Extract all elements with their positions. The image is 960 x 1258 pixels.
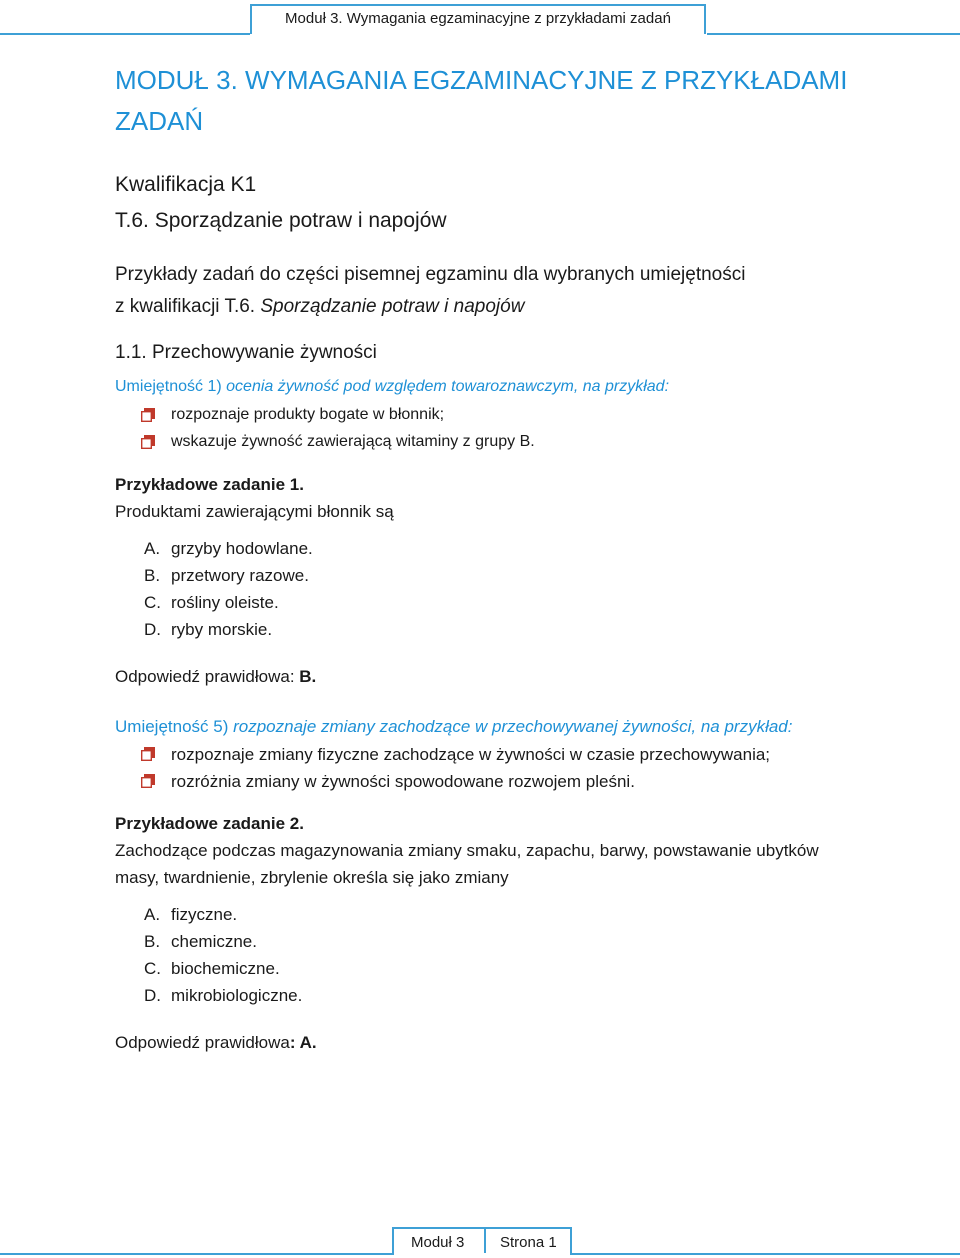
examples-intro-line2: z kwalifikacji T.6. Sporządzanie potraw i napojów [115, 296, 525, 317]
page-title: MODUŁ 3. WYMAGANIA EGZAMINACYJNE Z PRZYKŁADAMI ZADAŃ [115, 65, 848, 136]
option-letter: A. [144, 905, 161, 924]
checkbox-bullet-icon [141, 435, 155, 449]
header-rule-right [707, 33, 960, 35]
checkbox-bullet-icon [141, 774, 155, 788]
task2-question-line2: masy, twardnienie, zbrylenie określa się jako zmiany [115, 868, 509, 887]
option-text: rośliny oleiste. [171, 593, 279, 612]
running-header: Moduł 3. Wymagania egzaminacyjne z przykładami zadań [285, 10, 671, 27]
section-heading: 1.1. Przechowywanie żywności [115, 342, 377, 363]
list-item: rozpoznaje produkty bogate w błonnik; [171, 406, 445, 423]
option-letter: C. [144, 593, 161, 612]
list-item: wskazuje żywność zawierającą witaminy z grupy B. [171, 433, 535, 450]
task1-answer: Odpowiedź prawidłowa: B. [115, 667, 317, 686]
option-text: chemiczne. [171, 932, 257, 951]
option-letter: D. [144, 986, 161, 1005]
option-letter: D. [144, 620, 161, 639]
option-letter: B. [144, 566, 161, 585]
footer-rule-left [0, 1253, 392, 1255]
skill5-statement: Umiejętność 5) rozpoznaje zmiany zachodzące w przechowywanej żywności, na przykład: [115, 717, 793, 736]
qualification-heading: Kwalifikacja K1 [115, 173, 257, 196]
skill1-statement: Umiejętność 1) ocenia żywność pod względem towaroznawczym, na przykład: [115, 378, 670, 395]
option-text: grzyby hodowlane. [171, 539, 313, 558]
task1-question: Produktami zawierającymi błonnik są [115, 502, 394, 521]
header-rule-left [0, 33, 250, 35]
option-letter: B. [144, 932, 161, 951]
page-number: Strona 1 [500, 1234, 557, 1251]
footer-rule-right [572, 1253, 960, 1255]
list-item: rozróżnia zmiany w żywności spowodowane rozwojem pleśni. [171, 772, 635, 791]
option-letter: C. [144, 959, 161, 978]
option-text: biochemiczne. [171, 959, 280, 978]
option-text: przetwory razowe. [171, 566, 309, 585]
checkbox-bullet-icon [141, 408, 155, 422]
list-item: rozpoznaje zmiany fizyczne zachodzące w żywności w czasie przechowywania; [171, 745, 771, 764]
footer-separator [484, 1227, 486, 1253]
footer-module: Moduł 3 [411, 1234, 465, 1251]
task2-label: Przykładowe zadanie 2. [115, 814, 304, 833]
option-text: mikrobiologiczne. [171, 986, 303, 1005]
task1-label: Przykładowe zadanie 1. [115, 475, 304, 494]
qualification-title: T.6. Sporządzanie potraw i napojów [115, 209, 447, 232]
task2-question-line1: Zachodzące podczas magazynowania zmiany smaku, zapachu, barwy, powstawanie ubytków [115, 841, 819, 860]
checkbox-bullet-icon [141, 747, 155, 761]
examples-intro-line1: Przykłady zadań do części pisemnej egzaminu dla wybranych umiejętności [115, 264, 746, 285]
option-letter: A. [144, 539, 161, 558]
option-text: fizyczne. [171, 905, 238, 924]
task2-answer: Odpowiedź prawidłowa: A. [115, 1033, 317, 1052]
option-text: ryby morskie. [171, 620, 273, 639]
